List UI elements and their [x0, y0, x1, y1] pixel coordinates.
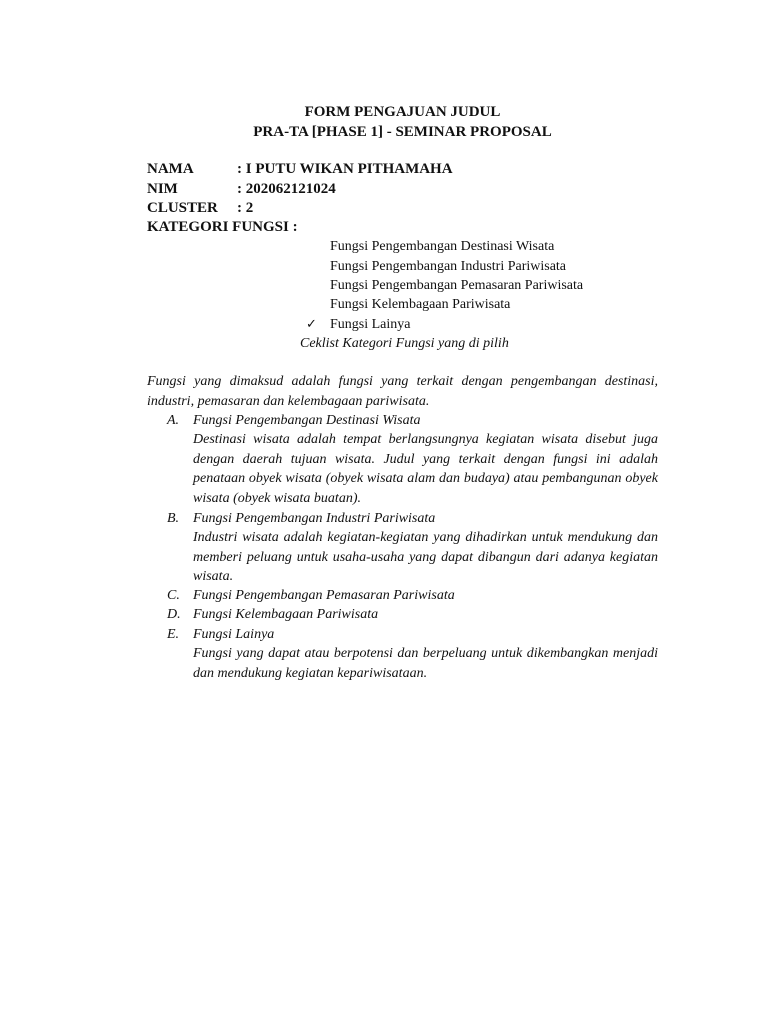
nama-label: NAMA [147, 161, 194, 177]
cluster-value: : 2 [237, 200, 254, 216]
category-option-industri [330, 258, 566, 276]
list-item-heading-a [167, 411, 421, 431]
list-heading: Fungsi Pengembangan Pemasaran Pariwisata [193, 588, 455, 603]
list-marker: C. [167, 588, 180, 603]
category-label: Fungsi Kelembagaan Pariwisata [330, 297, 511, 312]
list-item-description-a: Destinasi wisata adalah tempat berlangsungnya kegiatan wisata disebut juga dengan daerah tujuan wisata. Judul yang terkait dengan fungsi ini adalah penataan obyek wisata (obyek wisata alam dan budaya) atau pembangunan obyek wisata (obyek wisata buatan). [193, 432, 658, 506]
categories-caption: Ceklist Kategori Fungsi yang di pilih [300, 336, 509, 351]
checkmark-icon: ✓ [306, 317, 317, 332]
list-item-heading-d [167, 605, 378, 625]
category-label: Fungsi Pengembangan Destinasi Wisata [330, 239, 555, 254]
list-item-heading-b [167, 509, 435, 529]
form-title: FORM PENGAJUAN JUDUL [304, 104, 501, 120]
nim-value: : 202062121024 [237, 181, 336, 197]
list-marker: A. [167, 413, 180, 428]
category-option-pemasaran [330, 277, 583, 295]
intro-paragraph: Fungsi yang dimaksud adalah fungsi yang terkait dengan pengembangan destinasi, industri, pemasaran dan kelembagaan pariwisata. [147, 374, 658, 409]
list-heading: Fungsi Kelembagaan Pariwisata [193, 607, 379, 622]
category-option-destinasi [330, 238, 554, 256]
list-marker: D. [167, 607, 181, 622]
list-heading: Fungsi Pengembangan Destinasi Wisata [193, 413, 421, 428]
list-item-description-e: Fungsi yang dapat atau berpotensi dan berpeluang untuk dikembangkan menjadi dan mendukung kegiatan kepariwisataan. [193, 646, 658, 681]
list-marker: E. [167, 627, 180, 642]
nim-label: NIM [147, 181, 178, 197]
nama-field [147, 160, 453, 179]
list-marker: B. [167, 511, 180, 526]
list-heading: Fungsi Pengembangan Industri Pariwisata [193, 511, 436, 526]
cluster-label: CLUSTER [147, 200, 218, 216]
list-item-description-b: Industri wisata adalah kegiatan-kegiatan yang dihadirkan untuk mendukung dan memberi peluang untuk usaha-usaha yang dapat dibangun dari adanya kegiatan wisata. [193, 530, 658, 585]
list-item-heading-c [167, 586, 455, 606]
kategori-fungsi-label: KATEGORI FUNGSI : [147, 219, 298, 235]
category-label: Fungsi Pengembangan Pemasaran Pariwisata [330, 278, 584, 293]
category-label: Fungsi Lainya [330, 317, 411, 332]
nama-value: : I PUTU WIKAN PITHAMAHA [237, 161, 453, 177]
list-heading: Fungsi Lainya [193, 627, 275, 642]
list-item-heading-e [167, 625, 274, 645]
category-option-kelembagaan [330, 296, 510, 314]
category-option-lainya [306, 316, 411, 334]
cluster-field [147, 199, 253, 218]
form-subtitle: PRA-TA [PHASE 1] - SEMINAR PROPOSAL [253, 124, 552, 140]
nim-field [147, 180, 336, 199]
category-label: Fungsi Pengembangan Industri Pariwisata [330, 259, 567, 274]
